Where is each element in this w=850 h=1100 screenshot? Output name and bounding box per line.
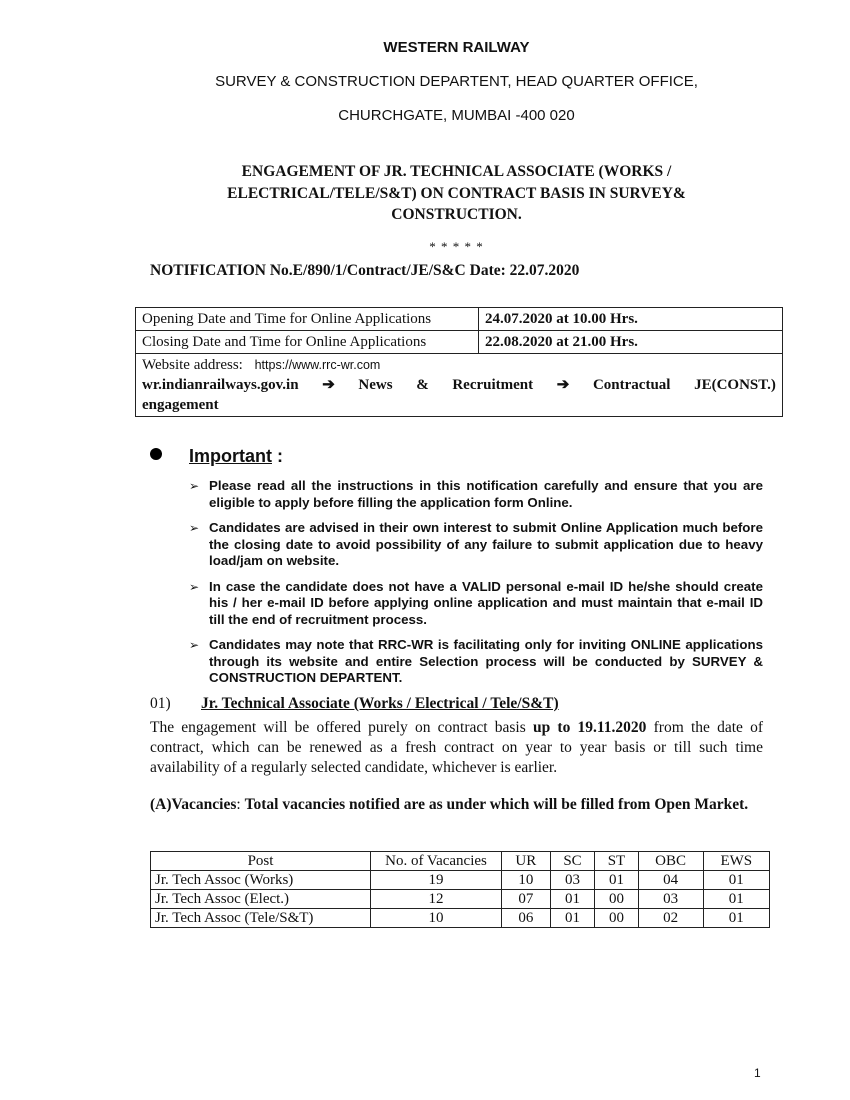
opening-row: [136, 308, 783, 331]
vacancies-label: (A)Vacancies: [150, 796, 237, 813]
section-heading: [150, 695, 559, 713]
table-row: [151, 871, 770, 890]
cell-sc: 01: [550, 890, 595, 909]
website-label: Website address:: [142, 357, 243, 373]
cell-obc: 03: [638, 890, 703, 909]
contract-end-date: up to 19.11.2020: [532, 719, 647, 736]
cell-st: 00: [595, 909, 638, 928]
header-vacancies: No. of Vacancies: [371, 852, 502, 871]
cell-ur: 10: [502, 871, 551, 890]
cell-st: 01: [595, 871, 638, 890]
dates-table: [135, 307, 783, 417]
vacancy-table: [150, 851, 770, 928]
contract-paragraph: The engagement will be offered purely on contract basis up to 19.11.2020 from the date of contract, which can be renewed as a fresh contract on year to year basis or till such time availability of a regularly selected candidate, whichever is earlier.: [150, 719, 763, 776]
important-label: Important: [189, 446, 272, 466]
website-row: [136, 354, 783, 417]
header-post: Post: [151, 852, 371, 871]
arrow-bullet-icon: ➢: [189, 579, 200, 594]
opening-label: Opening Date and Time for Online Applications: [136, 308, 479, 331]
cell-post: Jr. Tech Assoc (Tele/S&T): [151, 909, 371, 928]
cell-sc: 03: [550, 871, 595, 890]
title-line-3: CONSTRUCTION.: [391, 206, 522, 223]
table-row: [151, 909, 770, 928]
path-news: News: [358, 377, 393, 393]
header-sc: SC: [550, 852, 595, 871]
point-text: Please read all the instructions in this notification carefully and ensure that you are eligible to apply before filling the application form Online.: [209, 478, 763, 510]
header-ur: UR: [502, 852, 551, 871]
point-text: Candidates may note that RRC-WR is facilitating only for inviting ONLINE applications through its website and entire Selection process will be conducted by SURVEY & CONSTRUCTION DEPARTENT.: [209, 637, 763, 685]
table-header-row: [151, 852, 770, 871]
path-engagement: engagement: [142, 397, 219, 413]
cell-vacancies: 10: [371, 909, 502, 928]
header-obc: OBC: [638, 852, 703, 871]
section-number: 01): [150, 695, 171, 712]
path-je: JE(CONST.): [694, 377, 776, 393]
arrow-bullet-icon: ➢: [189, 479, 200, 493]
cell-ews: 01: [703, 890, 769, 909]
list-item: [189, 520, 763, 570]
important-heading: Important :: [189, 446, 283, 466]
website-link[interactable]: https://www.rrc-wr.com: [254, 358, 381, 372]
bullet-icon: [150, 448, 162, 460]
section-title: Jr. Technical Associate (Works / Electrical / Tele/S&T): [201, 695, 559, 712]
cell-st: 00: [595, 890, 638, 909]
arrow-bullet-icon: ➢: [189, 521, 200, 535]
cell-ews: 01: [703, 871, 769, 890]
point-text: Candidates are advised in their own interest to submit Online Application much before the closing date to avoid possibility of any failure to submit application due to heavy load/jam on website.: [209, 520, 763, 568]
list-item: [189, 637, 763, 687]
cell-obc: 04: [638, 871, 703, 890]
path-site: wr.indianrailways.gov.in: [142, 377, 299, 393]
path-recruitment: Recruitment: [452, 377, 534, 393]
header-st: ST: [595, 852, 638, 871]
cell-post: Jr. Tech Assoc (Elect.): [151, 890, 371, 909]
department-name: SURVEY & CONSTRUCTION DEPARTENT, HEAD QUARTER OFFICE,: [215, 73, 698, 90]
path-contractual: Contractual: [592, 377, 671, 393]
closing-label: Closing Date and Time for Online Applications: [136, 331, 479, 354]
website-cell: [136, 354, 783, 417]
cell-ur: 06: [502, 909, 551, 928]
navigation-path: [142, 375, 776, 395]
cell-obc: 02: [638, 909, 703, 928]
closing-row: [136, 331, 783, 354]
table-row: [151, 890, 770, 909]
cell-sc: 01: [550, 909, 595, 928]
list-item: [189, 478, 763, 511]
cell-post: Jr. Tech Assoc (Works): [151, 871, 371, 890]
closing-value: 22.08.2020 at 21.00 Hrs.: [479, 331, 783, 354]
arrow-right-icon: ➔: [322, 377, 335, 393]
title-line-1: ENGAGEMENT OF JR. TECHNICAL ASSOCIATE (WORKS /: [241, 163, 672, 180]
office-address: CHURCHGATE, MUMBAI -400 020: [338, 107, 575, 124]
cell-ews: 01: [703, 909, 769, 928]
path-ampersand: &: [416, 377, 429, 393]
opening-value: 24.07.2020 at 10.00 Hrs.: [479, 308, 783, 331]
point-text: In case the candidate does not have a VALID personal e-mail ID he/she should create his / her e-mail ID before applying online application and must maintain that e-mail ID till the end of recruitment process.: [209, 578, 763, 627]
important-points: [189, 478, 763, 696]
notification-number: NOTIFICATION No.E/890/1/Contract/JE/S&C Date: 22.07.2020: [150, 262, 580, 279]
header-ews: EWS: [703, 852, 769, 871]
arrow-bullet-icon: ➢: [189, 638, 200, 652]
arrow-right-icon: ➔: [556, 377, 570, 393]
org-name: WESTERN RAILWAY: [383, 39, 530, 56]
list-item: [189, 579, 763, 629]
cell-ur: 07: [502, 890, 551, 909]
separator-stars: * * * * *: [429, 239, 484, 254]
cell-vacancies: 12: [371, 890, 502, 909]
title-line-2: ELECTRICAL/TELE/S&T) ON CONTRACT BASIS IN SURVEY&: [227, 184, 686, 202]
cell-vacancies: 19: [371, 871, 502, 890]
page-number: 1: [754, 1066, 761, 1080]
document-title: [190, 161, 723, 226]
vacancies-statement: (A)Vacancies: Total vacancies notified are as under which will be filled from Open Market.: [150, 796, 749, 813]
